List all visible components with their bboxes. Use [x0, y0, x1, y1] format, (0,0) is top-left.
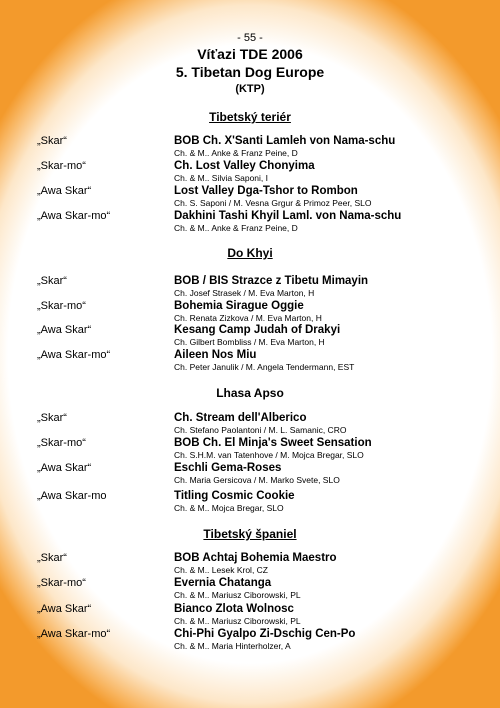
- award-label: „Skar“: [37, 552, 67, 564]
- award-label: „Skar“: [37, 135, 67, 147]
- dog-name: BOB Achtaj Bohemia Maestro: [174, 552, 337, 564]
- award-label: „Skar-mo“: [37, 160, 86, 172]
- dog-name: Eschli Gema-Roses: [174, 462, 282, 474]
- owner-info: Ch. & M.. Silvia Saponi, I: [174, 173, 269, 183]
- owner-info: Ch. & M.. Lesek Krol, CZ: [174, 565, 268, 575]
- dog-name: Ch. Lost Valley Chonyima: [174, 160, 315, 172]
- section-heading: Tibetský španiel: [203, 527, 297, 541]
- dog-name: Dakhini Tashi Khyil Laml. von Nama-schu: [174, 210, 402, 222]
- owner-info: Ch. Gilbert Bombliss / M. Eva Marton, H: [174, 337, 325, 347]
- award-label: „Skar“: [37, 275, 67, 287]
- award-label: „Awa Skar“: [37, 324, 92, 336]
- award-label: „Awa Skar-mo: [37, 490, 107, 502]
- owner-info: Ch. Maria Gersicova / M. Marko Svete, SLO: [174, 475, 340, 485]
- page-title: Víťazi TDE 2006: [197, 46, 303, 62]
- dog-name: Aileen Nos Miu: [174, 349, 257, 361]
- award-label: „Awa Skar-mo“: [37, 210, 111, 222]
- section-tibetan-terrier: [0, 110, 500, 124]
- dog-name: Ch. Stream dell'Alberico: [174, 412, 307, 424]
- dog-name: BOB Ch. X'Santi Lamleh von Nama-schu: [174, 135, 396, 147]
- dog-name: Chi-Phi Gyalpo Zi-Dschig Cen-Po: [174, 628, 356, 640]
- award-label: „Awa Skar“: [37, 603, 92, 615]
- award-label: „Awa Skar-mo“: [37, 628, 111, 640]
- owner-info: Ch. Stefano Paolantoni / M. L. Samanic, CRO: [174, 425, 347, 435]
- award-label: „Skar-mo“: [37, 437, 86, 449]
- owner-info: Ch. & M.. Maria Hinterholzer, A: [174, 641, 291, 651]
- owner-info: Ch. & M.. Mariusz Ciborowski, PL: [174, 616, 301, 626]
- section-heading: Do Khyi: [227, 246, 273, 260]
- owner-info: Ch. S. Saponi / M. Vesna Grgur & Primoz Peer, SLO: [174, 198, 372, 208]
- owner-info: Ch. & M.. Mojca Bregar, SLO: [174, 503, 284, 513]
- award-label: „Skar“: [37, 412, 67, 424]
- page-subtitle-code: (KTP): [235, 83, 265, 95]
- award-label: „Awa Skar“: [37, 462, 92, 474]
- owner-info: Ch. & M.. Mariusz Ciborowski, PL: [174, 590, 301, 600]
- page-number: - 55 -: [237, 32, 263, 44]
- award-label: „Skar-mo“: [37, 577, 86, 589]
- section-heading: Tibetský teriér: [209, 110, 291, 124]
- dog-name: Evernia Chatanga: [174, 577, 272, 589]
- section-do-khyi: [0, 246, 500, 260]
- owner-info: Ch. & M.. Anke & Franz Peine, D: [174, 148, 298, 158]
- owner-info: Ch. S.H.M. van Tatenhove / M. Mojca Bregar, SLO: [174, 450, 364, 460]
- dog-name: Kesang Camp Judah of Drakyi: [174, 324, 341, 336]
- dog-name: Titling Cosmic Cookie: [174, 490, 295, 502]
- section-heading: Lhasa Apso: [216, 386, 284, 400]
- owner-info: Ch. Josef Strasek / M. Eva Marton, H: [174, 288, 315, 298]
- award-label: „Awa Skar“: [37, 185, 92, 197]
- section-tibetan-spaniel: [0, 527, 500, 541]
- award-label: „Awa Skar-mo“: [37, 349, 111, 361]
- dog-name: BOB / BIS Strazce z Tibetu Mimayin: [174, 275, 369, 287]
- dog-name: BOB Ch. El Minja's Sweet Sensation: [174, 437, 372, 449]
- section-lhasa-apso: [0, 386, 500, 400]
- page-subtitle: 5. Tibetan Dog Europe: [175, 64, 325, 80]
- award-label: „Skar-mo“: [37, 300, 86, 312]
- owner-info: Ch. Renata Zizkova / M. Eva Marton, H: [174, 313, 322, 323]
- dog-name: Bohemia Sirague Oggie: [174, 300, 304, 312]
- owner-info: Ch. & M.. Anke & Franz Peine, D: [174, 223, 298, 233]
- dog-name: Lost Valley Dga-Tshor to Rombon: [174, 185, 358, 197]
- dog-name: Bianco Zlota Wolnosc: [174, 603, 294, 615]
- owner-info: Ch. Peter Janulik / M. Angela Tendermann, EST: [174, 362, 355, 372]
